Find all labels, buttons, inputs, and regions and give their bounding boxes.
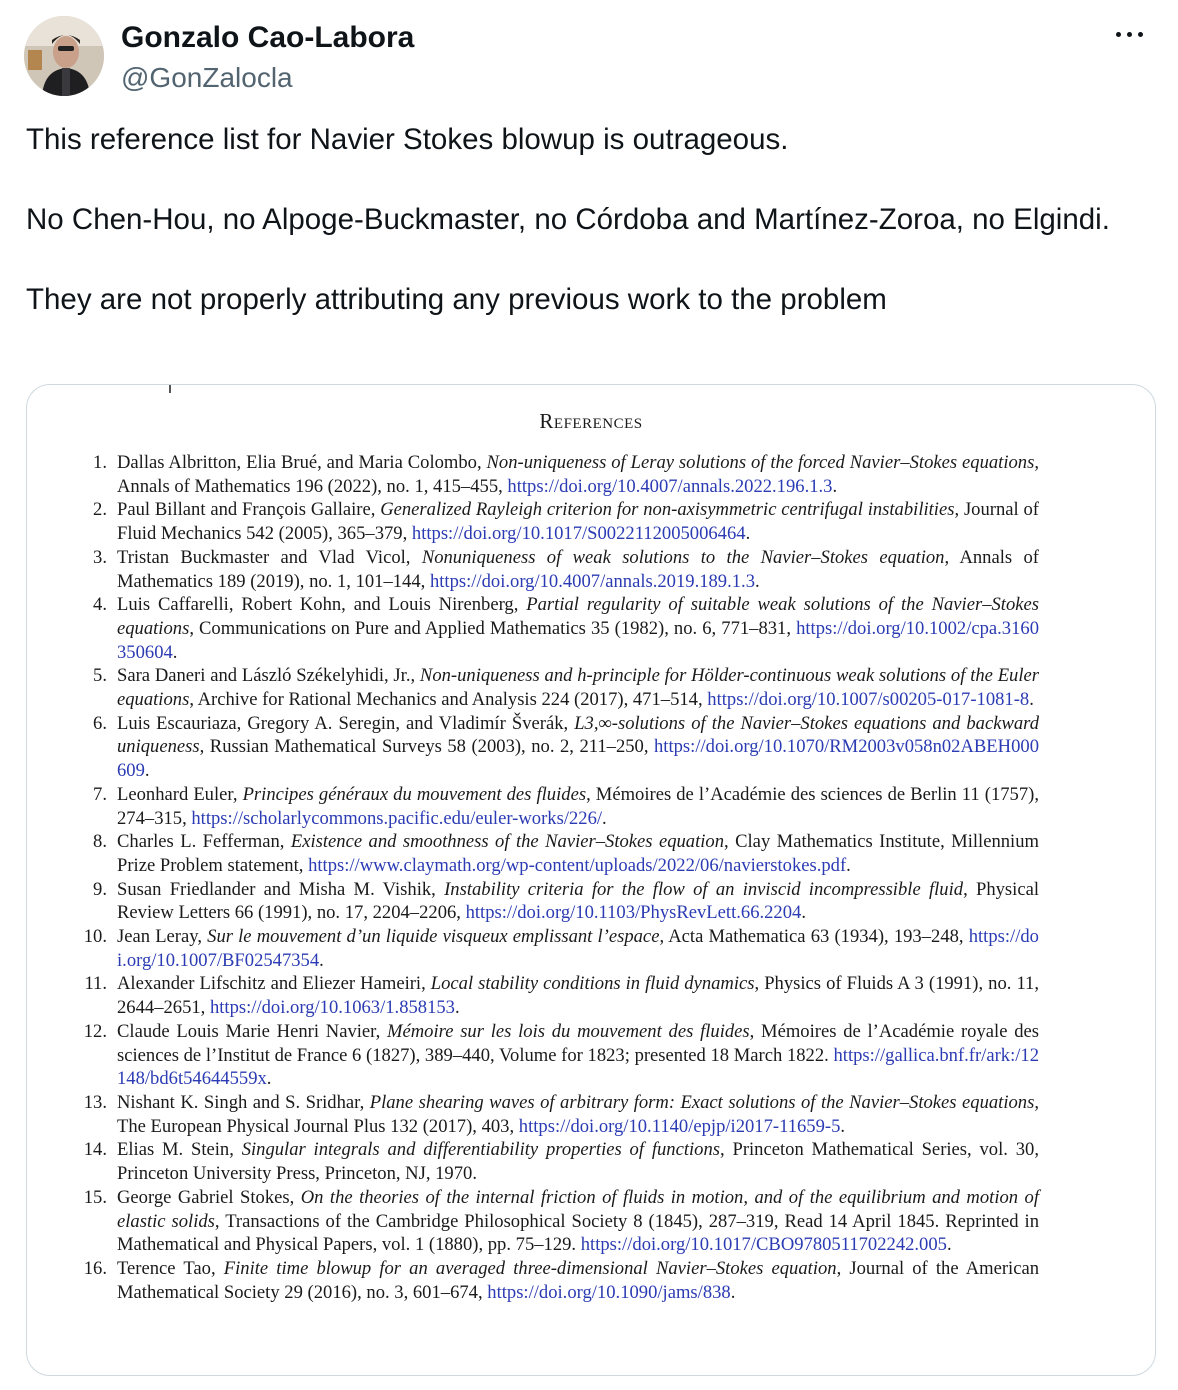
reference-title: Sur le mouvement d’un liquide visqueux emplissant l’espace [207, 926, 660, 948]
reference-details: , Physical Review Letters 66 (1991), no. 17, 2204–2206, [117, 878, 1039, 924]
reference-authors: Tristan Buckmaster and Vlad Vicol, [117, 546, 422, 568]
reference-end: . [755, 570, 760, 592]
reference-authors: Susan Friedlander and Misha M. Vishik, [117, 878, 445, 900]
reference-details: , The European Physical Journal Plus 132 (2017), 403, [117, 1091, 1039, 1137]
reference-text [117, 1258, 1039, 1303]
reference-title: Existence and smoothness of the Navier–Stokes equation [290, 831, 725, 853]
reference-details: , Clay Mathematics Institute, Millennium Prize Problem statement, [117, 831, 1039, 876]
reference-number: 15. [83, 1186, 107, 1208]
reference-end: . [745, 523, 751, 545]
reference-details: , Physics of Fluids A 3 (1991), no. 11, 2644–2651, [117, 973, 1039, 1019]
reference-text [117, 452, 1039, 497]
reference-link[interactable]: https://doi.org/10.4007/annals.2019.189.1.3 [429, 570, 755, 592]
reference-end: . [319, 949, 324, 971]
more-options-button[interactable] [1110, 20, 1150, 48]
reference-text [117, 926, 1039, 971]
tweet-media-image[interactable] [26, 384, 1156, 1376]
author-names [121, 20, 414, 96]
reference-item [81, 712, 1039, 783]
reference-end: . [801, 902, 806, 924]
user-avatar-icon [24, 16, 104, 96]
reference-authors: Leonhard Euler, [117, 783, 243, 805]
reference-item [81, 664, 1039, 711]
reference-details: , Journal of the American Mathematical Society 29 (2016), no. 3, 601–674, [117, 1257, 1040, 1303]
reference-details: , Transactions of the Cambridge Philosophical Society 8 (1845), 287–319, Read 14 April 1845. Reprinted in Mathematical and Physical Papers, vol. 1 (1880), pp. 75–129. [117, 1210, 1039, 1256]
reference-link[interactable]: https://doi.org/10.1007/s00205-017-1081-8 [707, 689, 1030, 711]
reference-end: . [846, 854, 851, 876]
reference-title: Generalized Rayleigh criterion for non-axisymmetric centrifugal instabilities [380, 499, 955, 521]
reference-item [81, 451, 1039, 498]
reference-end: . [730, 1281, 736, 1303]
reference-authors: Sara Daneri and László Székelyhidi, Jr., [117, 665, 420, 687]
reference-title: Non-uniqueness and h-principle for Hölder-continuous weak solutions of the Euler equations [117, 665, 1040, 711]
reference-link[interactable]: https://doi.org/10.4007/annals.2022.196.1.3 [507, 475, 833, 497]
more-dot [1138, 32, 1143, 37]
reference-authors: Jean Leray, [117, 926, 208, 948]
reference-item [81, 1020, 1039, 1091]
reference-number: 7. [93, 783, 107, 805]
reference-link[interactable]: https://doi.org/10.1103/PhysRevLett.66.2204 [465, 902, 802, 924]
reference-authors: Alexander Lifschitz and Eliezer Hameiri, [117, 973, 431, 995]
reference-number: 11. [84, 973, 107, 995]
reference-title: On the theories of the internal friction of fluids in motion, and of the equilibrium and motion of elastic solids [117, 1186, 1040, 1232]
reference-number: 3. [93, 546, 107, 568]
reference-details: , Communications on Pure and Applied Mathematics 35 (1982), no. 6, 771–831, [189, 617, 797, 639]
reference-link[interactable]: https://doi.org/10.1063/1.858153 [209, 997, 455, 1019]
reference-title: Singular integrals and differentiability properties of functions [241, 1139, 721, 1161]
reference-item [81, 546, 1039, 593]
reference-details: , Mémoires de l’Académie des sciences de Berlin 11 (1757), 274–315, [117, 783, 1039, 829]
reference-item [81, 783, 1039, 830]
reference-text [117, 665, 1039, 710]
reference-text [117, 831, 1039, 876]
reference-authors: Charles L. Fefferman, [117, 831, 291, 853]
reference-title: Principes généraux du mouvement des fluides [242, 783, 587, 805]
reference-authors: Luis Escauriaza, Gregory A. Seregin, and Vladimír Šverák, [117, 712, 575, 734]
reference-end: . [266, 1068, 272, 1090]
reference-text [117, 547, 1039, 592]
reference-details: , Archive for Rational Mechanics and Analysis 224 (2017), 471–514, [189, 689, 708, 711]
reference-title: Non-uniqueness of Leray solutions of the forced Navier–Stokes equations [486, 452, 1035, 473]
reference-title: L3,∞-solutions of the Navier–Stokes equations and backward uniqueness [117, 712, 1039, 758]
reference-link[interactable]: https://scholarlycommons.pacific.edu/euler-works/226/ [191, 807, 603, 829]
reference-authors: Claude Louis Marie Henri Navier, [117, 1020, 388, 1042]
reference-details: , Annals of Mathematics 189 (2019), no. 1, 101–144, [117, 546, 1039, 592]
reference-end: . [144, 760, 150, 782]
reference-details: , Acta Mathematica 63 (1934), 193–248, [659, 926, 969, 948]
reference-details: , Journal of Fluid Mechanics 542 (2005), 365–379, [117, 499, 1039, 545]
reference-authors: Nishant K. Singh and S. Sridhar, [117, 1091, 370, 1113]
reference-text [117, 1092, 1039, 1137]
reference-end: . [1029, 689, 1034, 711]
reference-authors: Luis Caffarelli, Robert Kohn, and Louis Nirenberg, [117, 594, 527, 616]
reference-text [117, 594, 1039, 662]
reference-title: Plane shearing waves of arbitrary form: Exact solutions of the Navier–Stokes equations [369, 1091, 1035, 1113]
more-horizontal-icon [1116, 32, 1121, 37]
reference-text [117, 973, 1039, 1018]
reference-title: Instability criteria for the flow of an inviscid incompressible fluid [444, 878, 964, 900]
reference-link[interactable]: https://doi.org/10.1002/cpa.3160350604 [117, 617, 1039, 663]
reference-details: , Russian Mathematical Surveys 58 (2003), no. 2, 211–250, [199, 736, 654, 758]
reference-end: . [946, 1234, 952, 1256]
reference-item [81, 1186, 1039, 1257]
reference-details: , Annals of Mathematics 196 (2022), no. 1, 415–455, [117, 452, 1039, 497]
reference-authors: Elias M. Stein, [117, 1139, 242, 1161]
reference-text [117, 1139, 1039, 1184]
reference-link[interactable]: https://doi.org/10.1090/jams/838 [487, 1281, 731, 1303]
reference-link[interactable]: https://doi.org/10.1017/CBO9780511702242.005 [580, 1234, 947, 1256]
cutoff-text-fragment [169, 385, 171, 393]
reference-title: Partial regularity of suitable weak solutions of the Navier–Stokes equations [117, 594, 1039, 639]
reference-link[interactable]: https://doi.org/10.1007/BF02547354 [117, 926, 1039, 971]
reference-number: 4. [93, 594, 107, 616]
reference-title: Finite time blowup for an averaged three-dimensional Navier–Stokes equation [223, 1257, 837, 1279]
reference-text [117, 499, 1039, 544]
reference-item [81, 925, 1039, 972]
reference-number: 6. [93, 712, 107, 734]
reference-number: 10. [83, 926, 107, 948]
reference-item [81, 972, 1039, 1019]
reference-link[interactable]: https://gallica.bnf.fr/ark:/12148/bd6t54644559x [117, 1044, 1039, 1090]
reference-authors: Paul Billant and François Gallaire, [117, 499, 381, 521]
reference-item [81, 1138, 1039, 1185]
reference-details: , Princeton Mathematical Series, vol. 30, Princeton University Press, Princeton, NJ, 1970. [117, 1139, 1039, 1185]
reference-item [81, 498, 1039, 545]
tweet-paragraph: They are not properly attributing any previous work to the problem [26, 283, 887, 316]
tweet-text [26, 120, 1136, 320]
reference-end: . [172, 641, 178, 663]
reference-text [117, 1187, 1039, 1255]
reference-end: . [840, 1115, 846, 1137]
reference-title: Mémoire sur les lois du mouvement des fluides [387, 1020, 750, 1042]
reference-text [117, 1021, 1039, 1089]
tweet-header [24, 16, 1154, 100]
reference-item [81, 1257, 1039, 1304]
reference-title: Nonuniqueness of weak solutions to the Navier–Stokes equation [421, 546, 945, 568]
reference-end: . [454, 997, 460, 1019]
reference-document [27, 385, 1155, 1375]
tweet-paragraph: No Chen-Hou, no Alpoge-Buckmaster, no Córdoba and Martínez-Zoroa, no Elgindi. [26, 203, 1110, 236]
reference-item [81, 878, 1039, 925]
reference-number: 8. [93, 831, 107, 853]
reference-authors: George Gabriel Stokes, [117, 1186, 301, 1208]
reference-details: , Mémoires de l’Académie royale des sciences de l’Institut de France 6 (1827), 389–440, Volume for 1823; presented 18 March 1822. [117, 1020, 1039, 1066]
reference-link[interactable]: https://www.claymath.org/wp-content/uploads/2022/06/navierstokes.pdf [308, 854, 847, 876]
reference-item [81, 830, 1039, 877]
reference-text [117, 879, 1039, 924]
handle[interactable]: @GonZalocla [121, 62, 293, 93]
reference-end: . [602, 807, 607, 829]
reference-number: 13. [83, 1091, 107, 1113]
reference-number: 14. [83, 1139, 107, 1161]
reference-number: 12. [83, 1020, 107, 1042]
reference-number: 16. [83, 1257, 107, 1279]
reference-number: 9. [93, 878, 107, 900]
more-dot [1127, 32, 1132, 37]
reference-link[interactable]: https://doi.org/10.1017/S0022112005006464 [411, 523, 746, 545]
reference-end: . [832, 475, 838, 497]
reference-link[interactable]: https://doi.org/10.1070/RM2003v058n02ABEH000609 [117, 736, 1039, 782]
tweet-paragraph: This reference list for Navier Stokes blowup is outrageous. [26, 123, 789, 156]
references-heading: References [539, 409, 643, 433]
reference-title: Local stability conditions in fluid dynamics [430, 973, 755, 995]
reference-item [81, 593, 1039, 664]
reference-authors: Dallas Albritton, Elia Brué, and Maria Colombo, [117, 452, 487, 473]
reference-item [81, 1091, 1039, 1138]
reference-text [117, 784, 1039, 829]
reference-text [117, 713, 1039, 781]
reference-list [81, 451, 1039, 1304]
reference-authors: Terence Tao, [117, 1257, 224, 1279]
display-name[interactable]: Gonzalo Cao-Labora [121, 21, 415, 54]
reference-link[interactable]: https://doi.org/10.1140/epjp/i2017-11659-5 [518, 1115, 841, 1137]
reference-number: 5. [93, 665, 107, 687]
avatar[interactable] [24, 16, 104, 96]
reference-number: 1. [93, 452, 107, 473]
reference-number: 2. [93, 499, 107, 521]
